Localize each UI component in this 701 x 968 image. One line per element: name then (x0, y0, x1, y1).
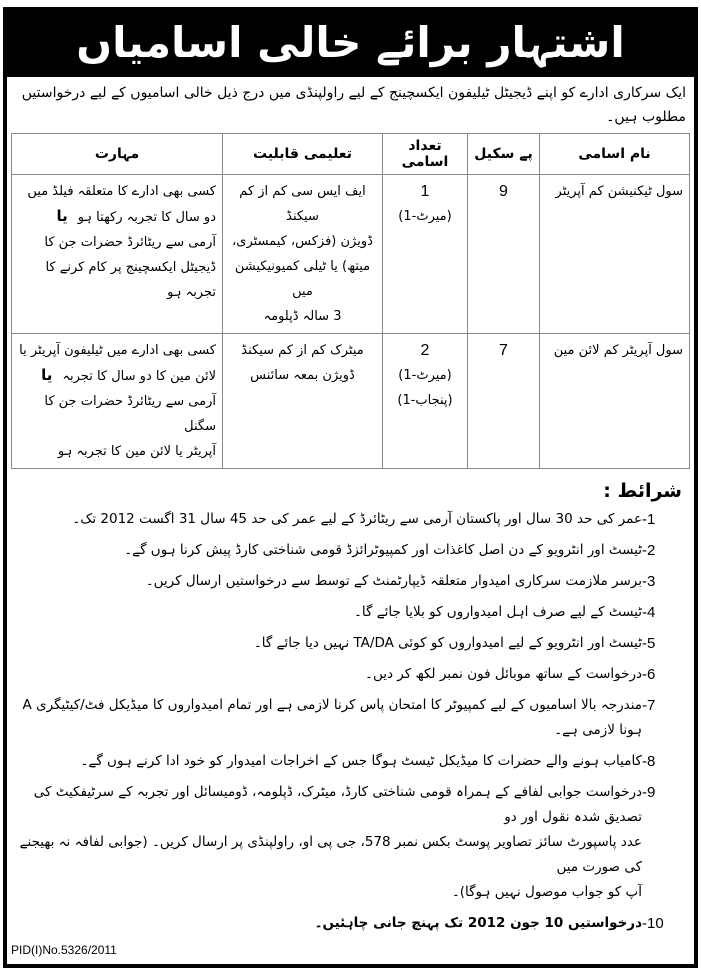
condition-item (19, 662, 682, 687)
post-name-text: سول ٹیکنیشن کم آپریٹر (555, 184, 683, 199)
header-experience: مہارت (12, 134, 223, 175)
qualification-line: 3 سالہ ڈپلومہ (263, 309, 342, 324)
experience-line: آپریٹر یا لائن مین کا تجربہ ہو (57, 444, 216, 459)
post-name (540, 334, 690, 469)
condition-text: آپ کو جواب موصول نہیں ہوگا)۔ (451, 884, 642, 900)
condition-number: -8 (642, 753, 656, 770)
qualification-line: میٹرک کم از کم سیکنڈ (241, 343, 364, 358)
condition-item (19, 631, 682, 656)
count-text: 1 (420, 183, 430, 200)
post-count (383, 334, 468, 469)
post-name-text: سول آپریٹر کم لائن مین (553, 343, 683, 358)
or-label: یا (41, 366, 53, 384)
post-count (383, 175, 468, 334)
job-advertisement (3, 7, 698, 968)
condition-text: کامیاب ہونے والے حضرات کا میڈیکل ٹیسٹ ہوگا جس کے اخراجات امیدوار کو خود ادا کرنے ہوں گے۔ (80, 753, 642, 769)
qualification-line: ڈویژن (فزکس، کیمسٹری، (232, 234, 373, 249)
pay-scale (468, 175, 540, 334)
experience-line: کسی بھی ادارے میں ٹیلیفون آپریٹر یا (19, 343, 216, 358)
condition-text: درخواست کے ساتھ موبائل فون نمبر لکھ کر دیں۔ (365, 666, 642, 682)
ad-title: اشتہار برائے خالی اسامیاں (7, 11, 694, 77)
quota-text: (میرٹ-1) (398, 209, 452, 224)
condition-item (19, 569, 682, 594)
qualification-line: ایف ایس سی کم از کم سیکنڈ (239, 184, 366, 224)
intro-text: ایک سرکاری ادارے کو اپنے ڈیجیٹل ٹیلیفون ایکسچینج کے لیے راولپنڈی میں درج ذیل خالی اسامیوں کے لیے درخواستیں مطلوب ہیں۔ (21, 85, 686, 125)
condition-item (19, 693, 682, 743)
condition-item (19, 538, 682, 563)
experience-line: آرمی سے ریٹائرڈ حضرات جن کا سگنل (44, 394, 216, 434)
header-pay-scale: پے سکیل (468, 134, 540, 175)
condition-text: ٹیسٹ اور انٹرویو کے دن اصل کاغذات اور کمپیوٹرائزڈ قومی شناختی کارڈ پیش کرنا ہوں گے۔ (124, 542, 642, 558)
condition-text: درخواست جوابی لفافے کے ہمراہ قومی شناختی کارڈ، میٹرک، ڈپلومہ، ڈومیسائل اور تجربہ کے سرٹیفکیٹ کی تصدیق شدہ نقول اور دو (33, 784, 642, 825)
condition-item (19, 911, 682, 936)
pay-scale (468, 334, 540, 469)
condition-text: مندرجہ بالا اسامیوں کے لیے کمپیوٹر کا امتحان پاس کرنا لازمی ہے اور تمام امیدواروں کا میڈیکل فٹ/کیٹیگری A ہونا لازمی ہے۔ (22, 697, 642, 738)
condition-text: درخواستیں 10 جون 2012 تک پہنچ جانی چاہئیں۔ (314, 915, 642, 931)
condition-number: -1 (642, 511, 656, 528)
experience-line: لائن مین کا دو سال کا تجربہ (62, 369, 216, 384)
experience-line: آرمی سے ریٹائرڈ حضرات جن کا (44, 235, 216, 250)
condition-item (19, 507, 682, 532)
pay-scale-text: 9 (499, 183, 508, 200)
quota-text: (پنجاب-1) (397, 393, 453, 408)
qualification (223, 334, 383, 469)
condition-number: -9 (642, 784, 656, 801)
header-count: تعداد اسامی (383, 134, 468, 175)
or-label: یا (56, 207, 68, 225)
experience-line: ڈیجیٹل ایکسچینج پر کام کرنے کا تجربہ ہو (45, 260, 216, 300)
experience-line: دو سال کا تجربہ رکھتا ہو (77, 210, 216, 225)
condition-item (19, 600, 682, 625)
experience (12, 334, 223, 469)
condition-item (19, 749, 682, 774)
condition-item (19, 780, 682, 905)
condition-number: -5 (642, 635, 656, 652)
experience-line: کسی بھی ادارے کا متعلقہ فیلڈ میں (27, 184, 216, 199)
table-header-row (12, 134, 690, 175)
condition-text: عمر کی حد 30 سال اور پاکستان آرمی سے ریٹائرڈ کے لیے عمر کی حد 45 سال 31 اگست 2012 تک۔ (72, 511, 642, 527)
pay-scale-text: 7 (499, 342, 508, 359)
qualification-line: میتھ) یا ٹیلی کمیونیکیشن میں (234, 259, 371, 299)
conditions-heading: شرائط : (603, 480, 682, 502)
condition-number: -2 (642, 542, 656, 559)
condition-text: برسر ملازمت سرکاری امیدوار متعلقہ ڈیپارٹمنٹ کے توسط سے درخواستیں ارسال کریں۔ (145, 573, 642, 589)
qualification-line: ڈویژن بمعہ سائنس (250, 368, 355, 383)
count-text: 2 (420, 342, 430, 359)
condition-number: -3 (642, 573, 656, 590)
condition-number: -4 (642, 604, 656, 621)
vacancies-table (11, 133, 690, 469)
table-row (12, 334, 690, 469)
post-name (540, 175, 690, 334)
table-row (12, 175, 690, 334)
condition-number: -7 (642, 697, 656, 714)
experience (12, 175, 223, 334)
condition-number: -10 (642, 915, 664, 932)
pid-number: PID(I)No.5326/2011 (11, 943, 117, 957)
qualification (223, 175, 383, 334)
condition-text: ٹیسٹ کے لیے صرف اہل امیدواروں کو بلایا جائے گا۔ (353, 604, 642, 620)
condition-number: -6 (642, 666, 656, 683)
condition-text: عدد پاسپورٹ سائز تصاویر پوسٹ بکس نمبر 578، جی پی او، راولپنڈی پر ارسال کریں۔ (جوابی لفافہ نہ بھیجنے کی صورت میں (19, 834, 642, 875)
header-qualification: تعلیمی قابلیت (223, 134, 383, 175)
header-post-name: نام اسامی (540, 134, 690, 175)
quota-text: (میرٹ-1) (398, 368, 452, 383)
condition-text: ٹیسٹ اور انٹرویو کے لیے امیدواروں کو کوئی TA/DA نہیں دیا جائے گا۔ (253, 635, 642, 651)
